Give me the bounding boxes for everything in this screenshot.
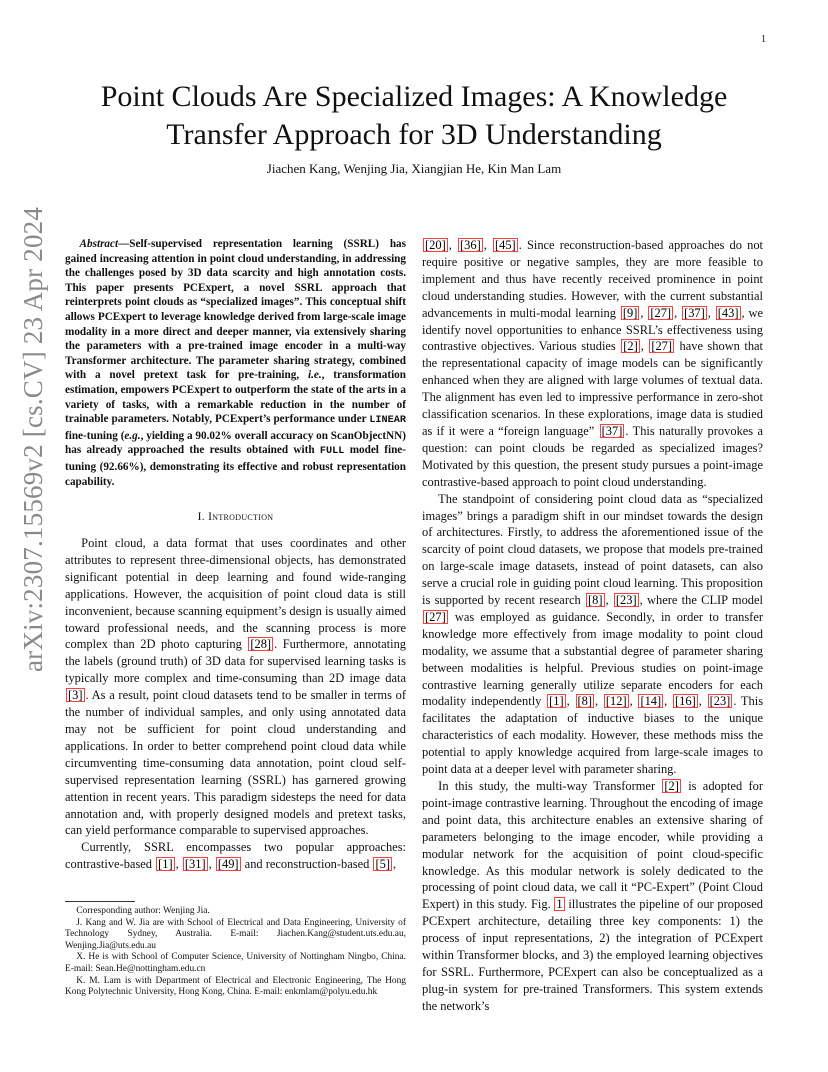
figure-reference-link[interactable]: 1: [556, 897, 563, 912]
abstract-text: , transformation estimation, empowers PCExpert to outperform the state of the arts in a variety of tasks, with a remarkable reduction in the number of trainable parameters. Notably, PCExpert’s performance under: [65, 369, 406, 426]
author-list: Jiachen Kang, Wenjing Jia, Xiangjian He, Kin Man Lam: [266, 161, 562, 176]
footnote-rule: [65, 901, 135, 902]
title-line-2: Transfer Approach for 3D Understanding: [166, 118, 662, 151]
citation-link[interactable]: [2]: [623, 339, 638, 354]
footnote-corresponding-author: Corresponding author: Wenjing Jia.: [76, 906, 210, 916]
footnote-affiliation-he: X. He is with School of Computer Science, University of Nottingham Ningbo, China. E-mail: Sean.He@nottingham.edu.cn: [65, 952, 406, 974]
abstract: [65, 237, 406, 489]
citation-link[interactable]: [8]: [587, 593, 603, 608]
citation-link[interactable]: [20]: [425, 238, 446, 252]
right-paragraph-2: The standpoint of considering point cloud data as “specialized images” brings a paradigm shift in our mindset towards the design of architectures. Firstly, to address the aforementioned issue of the scarcity of point cloud datasets, we propose that models pre-trained on large-scale image datasets, instead of point datasets, can also serve a crucial role in guiding point cloud learning. This proposition is supported by recent research [8] , [23] , where the CLIP model [27] was employed as guidance. Secondly, in order to transfer knowledge more effectively from image modality to point cloud modality, we assume that a substantial degree of parameter sharing between modalities is helpful. Previous studies on point-image contrastive learning generally utilize separate encoders for each modality independently [1] , [8] , [12] , [14] , [16] , [23] . This facilitates the adaptation of inductive biases to the unique characteristics of each modality. However, these methods miss the potential to apply knowledge acquired from large-scale images to point data at a deeper level with parameter sharing.: [422, 491, 764, 777]
citation-link[interactable]: [2]: [664, 779, 679, 793]
citation-link[interactable]: [37]: [601, 423, 623, 438]
page-number: 1: [761, 34, 766, 45]
citation-link[interactable]: [12]: [605, 694, 627, 709]
footnote-affiliation-kang-jia: J. Kang and W. Jia are with School of Electrical and Data Engineering, University of Technology Sydney, Australia. E-mail: Jiachen.Kang@student.uts.edu.au, Wenjing.Jia@uts.edu.au: [65, 917, 406, 951]
citation-link[interactable]: [27]: [650, 305, 672, 320]
abstract-text: fine-tuning (: [65, 429, 125, 442]
footnotes: [65, 901, 406, 999]
abstract-ie: i.e.: [307, 369, 322, 382]
citation-link[interactable]: [3]: [68, 688, 83, 703]
citation-link[interactable]: [1]: [549, 694, 564, 709]
citation-link[interactable]: [28]: [250, 637, 272, 652]
citation-link[interactable]: [23]: [615, 593, 637, 608]
arxiv-identifier-text: arXiv:2307.15569v2 [cs.CV] 23 Apr 2024: [18, 206, 48, 672]
citation-link[interactable]: [8]: [577, 694, 593, 709]
citation-link[interactable]: [43]: [717, 305, 739, 320]
citation-link[interactable]: [1]: [158, 857, 173, 872]
abstract-text: —Self-supervised representation learning (SSRL) has gained increasing attention in point cloud understanding, in addressing the challenges posed by 3D data scarcity and high annotation costs. This paper presents PCExpert, a novel SSRL approach that reinterprets point clouds as “specialized images”. This conceptual shift allows PCExpert to leverage knowledge derived from large-scale image modality in a more direct and deeper manner, via extensively sharing the parameters with a pre-trained image encoder in a multi-way Transformer architecture. The parameter sharing strategy, combined with a novel pretext task for pre-training,: [65, 238, 406, 382]
citation-link[interactable]: [45]: [494, 238, 516, 252]
abstract-full-keyword: FULL: [319, 446, 345, 458]
section-numeral: I.: [197, 511, 209, 524]
left-column: [65, 237, 406, 873]
citation-link[interactable]: [9]: [622, 305, 638, 320]
citation-link[interactable]: [16]: [675, 694, 696, 709]
title-line-1: Point Clouds Are Specialized Images: A Knowledge: [100, 80, 728, 113]
abstract-eg: e.g.: [124, 429, 141, 442]
citation-link[interactable]: [37]: [684, 305, 705, 320]
citation-link[interactable]: [27]: [651, 339, 673, 354]
right-paragraph-1: [20] , [36] , [45] . Since reconstruction-based approaches do not require positive or negative samples, they are more feasible to implement and thus have recently received prominence in point cloud understanding studies. However, with the current substantial advancements in multi-modal learning [9] , [27] , [37] , [43] , we identify novel opportunities to enhance SSRL’s effectiveness using contrastive objectives. Various studies [2] , [27] have shown that the representational capacity of image models can be significantly enhanced when they are aligned with large volumes of textual data. The alignment has even led to impressive performance in zero-shot classification scenarios. In these explorations, image data is studied as if it were a “foreign language” [37] . This naturally provokes a question: can point clouds be regarded as specialized images? Motivated by this question, the present study pursues a point-image contrastive-based approach to point cloud understanding.: [422, 238, 764, 489]
right-column: [422, 237, 763, 1015]
abstract-label: Abstract: [79, 238, 119, 250]
citation-link[interactable]: [27]: [425, 609, 446, 624]
footnote-affiliation-lam: K. M. Lam is with Department of Electrical and Electronic Engineering, The Hong Kong Polytechnic University, Hong Kong, China. E-mail: enkmlam@polyu.edu.hk: [65, 975, 406, 998]
section-heading-introduction: [65, 509, 406, 526]
abstract-linear-keyword: LINEAR: [369, 415, 406, 427]
citation-link[interactable]: [23]: [709, 694, 731, 709]
citation-link[interactable]: [5]: [375, 857, 390, 872]
intro-paragraph-2: Currently, SSRL encompasses two popular approaches: contrastive-based [1] , [31] , [49] and reconstruction-based [5] ,: [65, 840, 406, 872]
abstract-text: , yielding a 90.02% overall accuracy on ScanObjectNN) has already approached the results obtained with: [65, 429, 406, 457]
abstract-text: model fine-tuning (92.66%), demonstrating its effective and robust representation capability.: [65, 444, 406, 488]
intro-paragraph-1: Point cloud, a data format that uses coordinates and other attributes to represent three-dimensional objects, has demonstrated significant potential in deep learning and found wide-ranging applications. However, the acquisition of point cloud data is still inconvenient, because scanning equipment’s design is usually aimed toward professional needs, and the scanning process is more complex than 2D photo capturing [28] . Furthermore, annotating the labels (ground truth) of 3D data for supervised learning tasks is typically more complex and time-consuming than 2D image data [3] . As a result, point cloud datasets tend to be smaller in terms of the number of individual samples, and only using annotated data may not be sufficient for point cloud understanding and applications. In order to better comprehend point cloud data while circumventing time-consuming data annotation, point cloud self-supervised representation learning (SSRL) has garnered growing attention in recent years. This paradigm sidesteps the need for data annotation and, with properly designed models and pretext tasks, can yield performance comparable to supervised approaches.: [65, 536, 407, 838]
citation-link[interactable]: [14]: [640, 694, 662, 709]
section-name: Introduction: [208, 511, 274, 524]
citation-link[interactable]: [36]: [459, 238, 481, 252]
citation-link[interactable]: [49]: [217, 857, 239, 872]
citation-link[interactable]: [31]: [184, 857, 206, 872]
paper-title: [0, 78, 828, 154]
right-paragraph-3: In this study, the multi-way Transformer [2] is adopted for point-image contrastive learning. Throughout the encoding of image and point data, this architecture enables an extensive sharing of parameters belonging to the image encoder, while providing a modular network for the acquisition of point cloud-specific knowledge. As this modular network is solely dedicated to the processing of point cloud data, we call it “PC-Expert” (Point Cloud Expert) in this study. Fig. 1 illustrates the pipeline of our proposed PCExpert architecture, detailing three key components: 1) the process of input representations, 2) the integration of PCExpert within Transformer blocks, and 3) the employed learning objectives for SSRL. Furthermore, PCExpert can also be conceptualized as a plug-in system for pre-trained Transformers. This system extends the network’s: [422, 779, 763, 1013]
